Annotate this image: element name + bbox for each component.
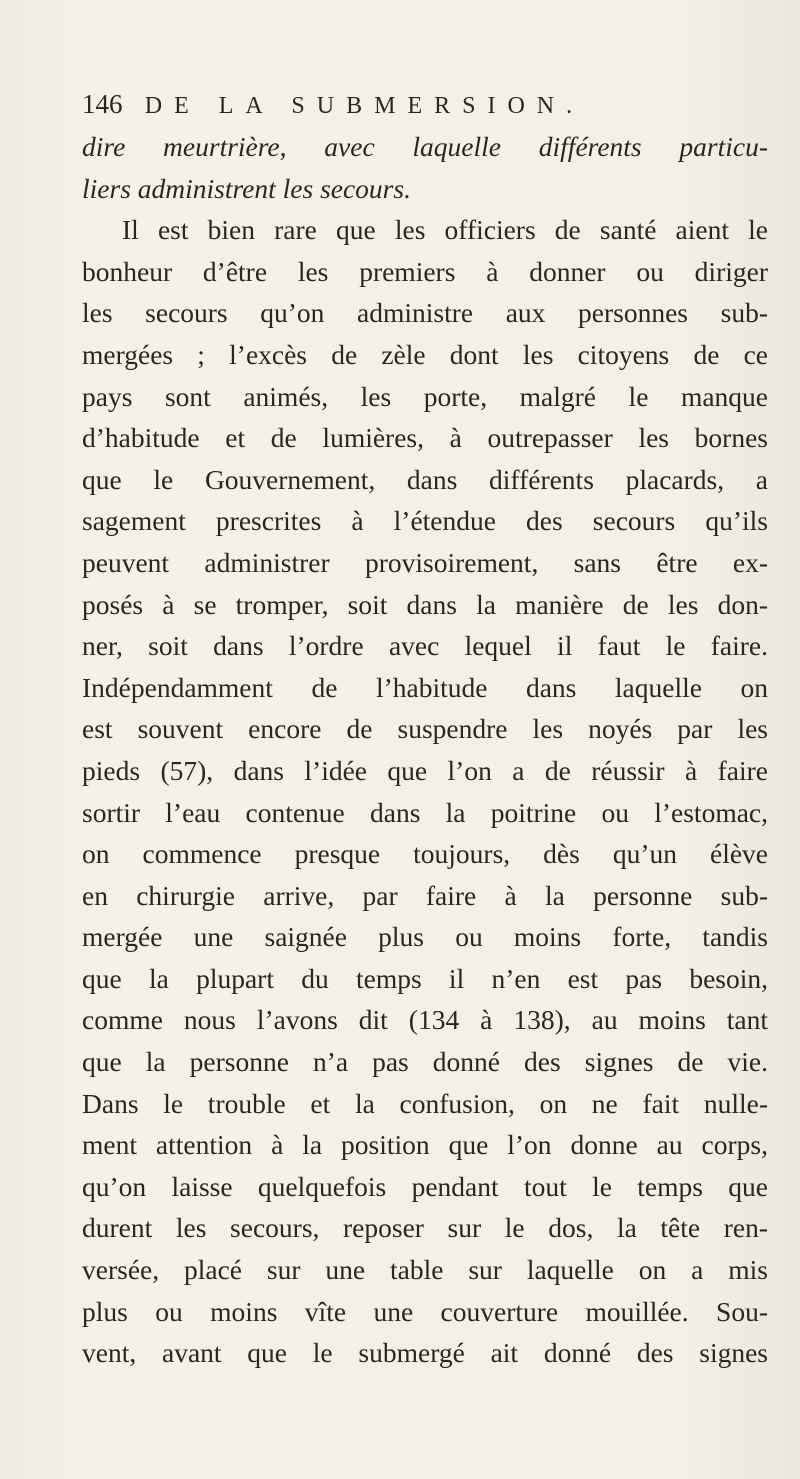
text-line: Indépendamment de l’habitude dans laquelle on — [82, 671, 768, 703]
text-line: Dans le trouble et la confusion, on ne fait nulle- — [82, 1087, 768, 1119]
text-line: mergée une saignée plus ou moins forte, tandis — [82, 921, 768, 953]
text-line: est souvent encore de suspendre les noyés par les — [82, 713, 768, 745]
text-line: ner, soit dans l’ordre avec lequel il faut le faire. — [82, 630, 768, 662]
text-line: on commence presque toujours, dès qu’un élève — [82, 838, 768, 870]
text-line: en chirurgie arrive, par faire à la personne sub- — [82, 879, 768, 911]
text-line: dire meurtrière, avec laquelle différents particu- — [82, 131, 768, 162]
text-line: durent les secours, reposer sur le dos, la tête ren- — [82, 1212, 768, 1244]
text-line: Il est bien rare que les officiers de santé aient le — [122, 214, 768, 246]
text-line: vent, avant que le submergé ait donné des signes — [82, 1337, 768, 1369]
running-title: DE LA SUBMERSION. — [144, 93, 585, 119]
text-line: pays sont animés, les porte, malgré le manque — [82, 380, 768, 412]
text-line: peuvent administrer provisoirement, sans être ex- — [82, 546, 768, 578]
text-line: sortir l’eau contenue dans la poitrine ou l’estomac, — [82, 796, 768, 828]
text-line: mergées ; l’excès de zèle dont les citoyens de ce — [82, 338, 768, 370]
text-line: les secours qu’on administre aux personnes sub- — [82, 297, 768, 329]
text-line: d’habitude et de lumières, à outrepasser les bornes — [82, 422, 768, 454]
text-line: liers administrent les secours. — [82, 172, 411, 204]
text-line: qu’on laisse quelquefois pendant tout le temps que — [82, 1170, 768, 1202]
text-line: versée, placé sur une table sur laquelle on a mis — [82, 1254, 768, 1286]
page-header — [82, 84, 722, 124]
text-line: posés à se tromper, soit dans la manière de les don- — [82, 588, 768, 620]
text-line: que la personne n’a pas donné des signes de vie. — [82, 1046, 768, 1078]
text-line: comme nous l’avons dit (134 à 138), au moins tant — [82, 1004, 768, 1036]
page-number: 146 — [82, 89, 123, 119]
text-line: que la plupart du temps il n’en est pas besoin, — [82, 962, 768, 994]
text-line: sagement prescrites à l’étendue des secours qu’ils — [82, 505, 768, 537]
text-line: plus ou moins vîte une couverture mouillée. Sou- — [82, 1295, 768, 1327]
text-line: bonheur d’être les premiers à donner ou diriger — [82, 255, 768, 287]
body-text — [82, 126, 768, 1374]
text-line: que le Gouvernement, dans différents placards, a — [82, 463, 768, 495]
text-line: ment attention à la position que l’on donne au corps, — [82, 1129, 768, 1161]
text-line: pieds (57), dans l’idée que l’on a de réussir à faire — [82, 754, 768, 786]
